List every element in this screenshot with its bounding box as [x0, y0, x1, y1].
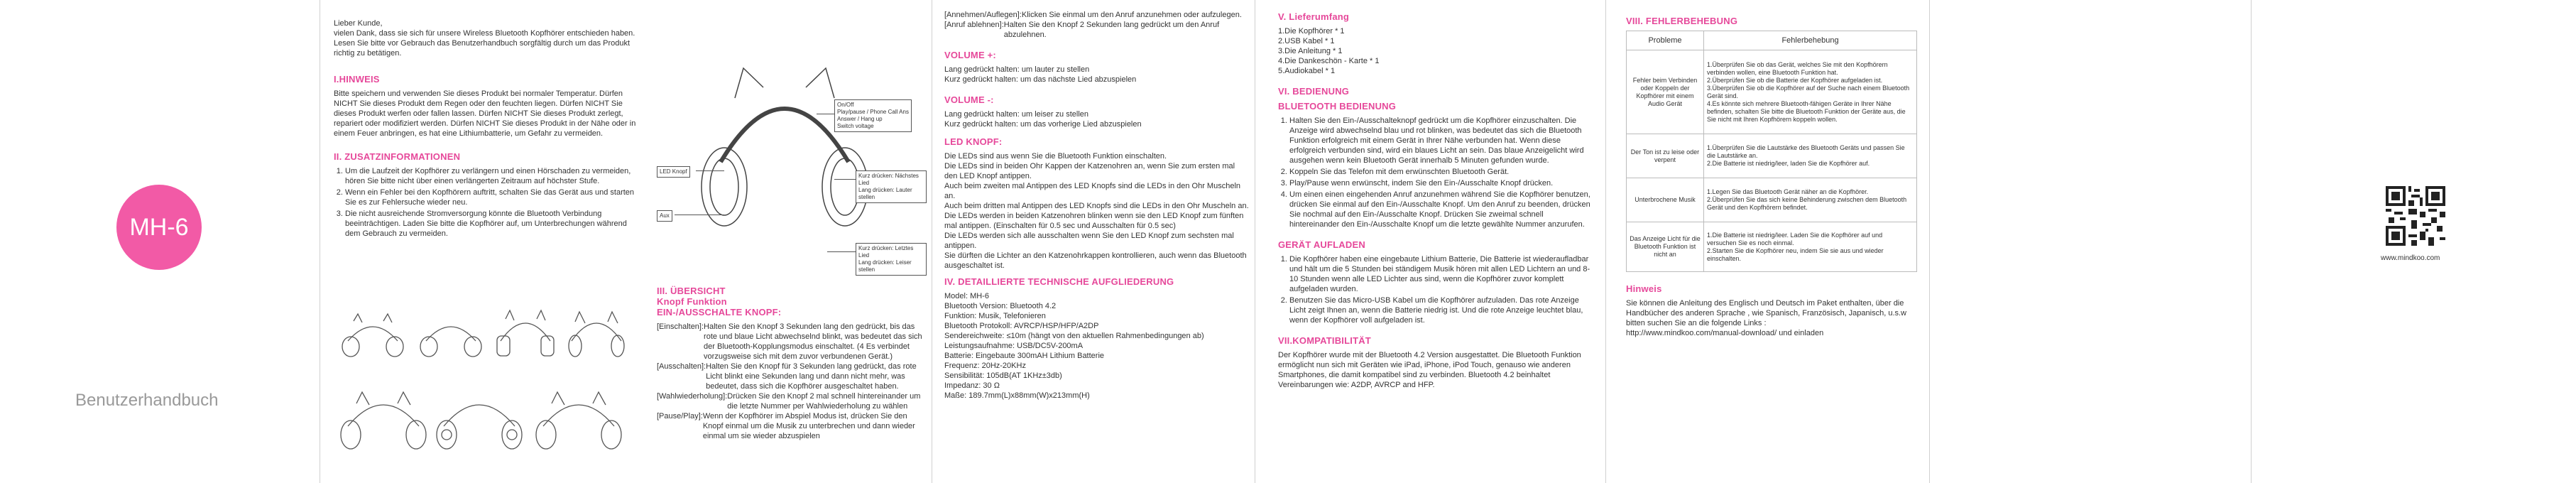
list-item: 4. Um einen einen eingehenden Anruf anzunehmen während Sie die Kopfhörer benutzen, drücken Sie einmal auf den Ein-/Ausschalte Knopf. Um den Anruf zu beenden, drücken Sie nochmal auf den Ein-/Ausschalte Knopf. Drücken Sie zweimal schnell hintereinander den Ein-/Ausschalte Knopf um die letzte gewählte Nummer anzurufen. — [1289, 190, 1590, 229]
table-header: Fehlerbehebung — [1704, 31, 1917, 50]
call-row — [944, 20, 1250, 40]
spec-line: Impedanz: 30 Ω — [944, 381, 1000, 390]
headphone-diagram — [699, 55, 870, 261]
list-item: 1. Die Kopfhörer haben eine eingebaute Lithium Batterie, Die Batterie ist wiederaufladbar und hält um die 5 Stunden bei ständigem Musik hören mit allen LED Lichtern an und 8-10 Stunden wenn alle LED Lichter aus sind, wenn die Kopfhörer zuvor komplett aufgeladen wurden. — [1289, 254, 1590, 294]
ein-row — [657, 362, 923, 391]
spec-line: Bluetooth Version: Bluetooth 4.2 — [944, 302, 1057, 310]
row-key: [Pause/Play]: — [657, 412, 703, 420]
aux-label: Aux — [657, 210, 672, 222]
headphone-icon — [342, 314, 403, 357]
kompat-heading: VII.KOMPATIBILITÄT — [1278, 335, 1371, 346]
fix-cell: 1.Die Batterie ist niedrig/leer. Laden Sie die Kopfhörer auf und versuchen Sie es noch einmal. 2.Starten Sie die Kopfhörer neu, indem Sie sie aus und wieder einschalten. — [1704, 222, 1917, 272]
hinweis-heading: I.HINWEIS — [334, 74, 380, 85]
fehler-heading: VIII. FEHLERBEHEBUNG — [1626, 16, 1738, 26]
row-key: [Anruf ablehnen]: — [944, 21, 1004, 29]
led-text: Die LEDs sind aus wenn Sie die Bluetooth Funktion einschalten. Die LEDs sind in beiden Ohr Kappen der Katzenohren an, wenn Sie zum ersten mal den LED Knopf antippen. Auch beim zweiten mal Antippen des LED Knopfs sind die LEDs in den Ohr Muscheln an. Auch beim dritten mal Antippen des LED Knopfs sind die LEDs in den Ohr Muscheln an. Die LEDs werden in beiden Katzenohren blinken wenn sie den LED Knopf zum fünften mal antippen. (Einschalten für 0.5 sec und Ausschalten für 0.5 sec) Die LEDs werden sich alle ausschalten wenn Sie den LED Knopf zum sechsten mal antippen. Sie dürften die Lichter an den Katzenohrkappen kontrollieren, auch wenn das Bluetooth ausgeschaltet ist. — [944, 152, 1249, 270]
list-item: 5.Audiokabel * 1 — [1278, 67, 1336, 75]
problem-cell: Unterbrochene Musik — [1627, 178, 1704, 222]
list-item: 2. Koppeln Sie das Telefon mit dem erwünschten Bluetooth Gerät. — [1289, 167, 1590, 177]
list-item: 3.Die Anleitung * 1 — [1278, 47, 1343, 55]
qr-code-icon — [2386, 186, 2445, 246]
list-item: 3. Die nicht ausreichende Stromversorgung könnte die Bluetooth Verbindung beeinträchtigen. Laden Sie bitte die Kopfhörer auf, um Unterbrechungen während dem Gebrauch zu vermeiden. — [345, 209, 639, 239]
spec-list — [944, 291, 1250, 401]
row-value: Halten Sie den Knopf für 3 Sekunden lang gedrückt, das rote Licht blinkt eine Sekunden lang und dann nicht mehr, was bedeutet, dass sich die Kopfhörer ausgeschaltet haben. — [706, 362, 917, 391]
call-row — [944, 10, 1250, 20]
zusatz-list — [334, 166, 639, 239]
list-item: 1. Um die Laufzeit der Kopfhörer zu verlängern und einen Hörschaden zu vermeiden, hören Sie bitte nicht über einen verlängerten Zeitraum auf höchster Stufe. — [345, 166, 639, 186]
trouble-table — [1626, 31, 1917, 272]
table-row — [1627, 222, 1917, 272]
headphone-icon — [569, 312, 624, 357]
problem-cell: Fehler beim Verbinden oder Koppeln der Kopfhörer mit einem Audio Gerät — [1627, 50, 1704, 134]
intro-text: Lieber Kunde, vielen Dank, dass sie sich für unsere Wireless Bluetooth Kopfhörer entschieden haben. Lesen Sie bitte vor Gebrauch das Benutzerhandbuch sorgfältig durch um das Produkt richtig zu betätigen. — [334, 19, 635, 58]
uebersicht-heading: III. ÜBERSICHT — [657, 286, 726, 296]
problem-cell: Der Ton ist zu leise oder verpent — [1627, 134, 1704, 178]
vol-minus-heading: VOLUME -: — [944, 94, 994, 105]
lieferumfang-heading: V. Lieferumfang — [1278, 11, 1350, 22]
model-badge: MH-6 — [116, 185, 202, 270]
table-row — [1627, 178, 1917, 222]
geraet-list — [1278, 254, 1590, 325]
prev-label: Kurz drücken: Letztes Lied Lang drücken: Leiser stellen — [856, 243, 927, 276]
row-key: [Wahlwiederholung]: — [657, 392, 728, 401]
ein-row — [657, 322, 923, 362]
fix-cell: 1.Legen Sie das Bluetooth Gerät näher an die Kopfhörer. 2.Überprüfen Sie das sich keine Behinderung zwischen dem Bluetooth Gerät und den Kopfhörern befindet. — [1704, 178, 1917, 222]
vol-plus-text: Lang gedrückt halten: um lauter zu stellen Kurz gedrückt halten: um das nächste Lied abzuspielen — [944, 65, 1137, 84]
table-row — [1627, 50, 1917, 134]
row-value: Halten Sie den Knopf 3 Sekunden lang den gedrückt, bis das rote und blaue Licht abwechselnd blinkt, was bedeutet das sich der Bluetooth-Kopplungsmodus einschaltet. (4 Es verbindet vorzugsweise sich mit dem zuvor verbundenen Gerät.) — [704, 322, 922, 361]
row-value: Klicken Sie einmal um den Anruf anzunehmen oder aufzulegen. — [1021, 11, 1242, 19]
list-item: 1. Halten Sie den Ein-/Ausschalteknopf gedrückt um die Kopfhörer einzuschalten. Die Anzeige wird abwechselnd blau und rot blinken, was bedeutet das sich die Bluetooth Funktion erfolgreich mit einem Gerät in Ihrer Nähe verbunden hat. Wenn diese erfolgreich verbunden sind, wird ein blaues Licht an sein. Das blaue Anzeigelicht wird ausgehen wenn kein Bluetooth Gerät innerhalb 5 Minuten gefunden wurde. — [1289, 116, 1590, 165]
onoff-label: On/Off Play/pause / Phone Call Ans Answer / Hang up Switch voltage — [834, 99, 912, 132]
overview-text — [657, 286, 923, 441]
leader-line — [834, 179, 856, 180]
fold-line — [1605, 0, 1606, 483]
hinweis2-heading: Hinweis — [1626, 283, 1662, 294]
row-value: Wenn der Kopfhörer im Abspiel Modus ist, drücken Sie den Knopf einmal um die Musik zu unterbrechen und dann wieder einmal um sie wieder abzuspielen — [702, 412, 915, 440]
table-row — [1627, 134, 1917, 178]
led-knopf-label: LED Knopf — [657, 166, 690, 178]
ein-row — [657, 391, 923, 411]
spec-line: Leistungsaufnahme: USB/DC5V-200mA — [944, 342, 1084, 350]
kompat-text: Der Kopfhörer wurde mit der Bluetooth 4.2 Version ausgestattet. Die Bluetooth Funktion ermöglicht nun sich mit Geräten wie iPad, iPhone, iPod Touch, genauso wie anderen Smartphones, die damit kompatibel sind zu verbinden. Bluetooth 4.2 beinhaltet Vereinbarungen wie: A2DP, AVRCP and HFP. — [1278, 351, 1581, 389]
headphone-icon — [341, 392, 426, 449]
headphone-icon — [420, 327, 481, 357]
row-key: [Ausschalten]: — [657, 362, 706, 371]
row-value: Drücken Sie den Knopf 2 mal schnell hintereinander um die letzte Nummer per Wahlwiederholung zu wählen — [727, 392, 921, 411]
table-header-row — [1627, 31, 1917, 50]
panel-troubleshooting — [1626, 0, 1917, 483]
list-item: 2.USB Kabel * 1 — [1278, 37, 1335, 45]
zusatz-heading: II. ZUSATZINFORMATIONEN — [334, 151, 461, 162]
row-key: [Einschalten]: — [657, 322, 704, 331]
spec-heading: IV. DETAILLIERTE TECHNISCHE AUFGLIEDERUNG — [944, 276, 1174, 287]
bt-heading: BLUETOOTH BEDIENUNG — [1278, 101, 1397, 112]
hinweis2-text: Sie können die Anleitung des Englisch und Deutsch im Paket enthalten, über die Handbücher des anderen Sprache , wie Spanisch, Französisch, Japanisch, u.s.w bitten suchen Sie an die folgende Links : http://www.mindkoo.com/manual-download/ und einladen — [1626, 299, 1906, 337]
spec-line: Maße: 189.7mm(L)x88mm(W)x213mm(H) — [944, 391, 1090, 400]
spec-line: Bluetooth Protokoll: AVRCP/HSP/HFP/A2DP — [944, 322, 1099, 330]
headphone-icon — [497, 310, 554, 356]
spec-line: Sendereichweite: ≤10m (hängt von den aktuellen Rahmenbedingungen ab) — [944, 332, 1204, 340]
headphone-sketches — [334, 298, 632, 469]
list-item: 3. Play/Pause wenn erwünscht, indem Sie den Ein-/Ausschalte Knopf drücken. — [1289, 178, 1590, 188]
list-item: 2. Wenn ein Fehler bei den Kopfhörern auftritt, schalten Sie das Gerät aus und starten Sie es zur Fehlersuche wieder neu. — [345, 188, 639, 207]
spec-line: Batterie: Eingebaute 300mAH Lithium Batterie — [944, 352, 1105, 360]
volume-label: Kurz drücken: Nächstes Lied Lang drücken: Lauter stellen — [856, 170, 927, 203]
bt-list — [1278, 116, 1590, 229]
list-item: 1.Die Kopfhörer * 1 — [1278, 27, 1345, 36]
website-url: www.mindkoo.com — [2381, 254, 2440, 262]
headphone-icon — [437, 405, 522, 449]
panel-operation — [1278, 0, 1590, 483]
list-item: 4.Die Dankeschön - Karte * 1 — [1278, 57, 1380, 65]
fold-line — [2251, 0, 2252, 483]
leader-line — [696, 170, 724, 171]
row-key: [Annehmen/Auflegen]: — [944, 11, 1022, 19]
panel-controls — [944, 0, 1250, 483]
list-item: 2. Benutzen Sie das Micro-USB Kabel um die Kopfhörer aufzuladen. Das rote Anzeige Licht zeigt Ihnen an, wenn die Batterie niedrig ist. Und die rote Anzeige leuchtet blau, wenn der Kopfhörer voll aufgeladen ist. — [1289, 295, 1590, 325]
knopf-heading: Knopf Funktion — [657, 296, 727, 307]
problem-cell: Das Anzeige Licht für die Bluetooth Funktion ist nicht an — [1627, 222, 1704, 272]
manual-title: Benutzerhandbuch — [75, 391, 219, 410]
spec-line: Funktion: Musik, Telefonieren — [944, 312, 1046, 320]
table-header: Probleme — [1627, 31, 1704, 50]
vol-minus-text: Lang gedrückt halten: um leiser zu stellen Kurz gedrückt halten: um das vorherige Lied abzuspielen — [944, 110, 1142, 129]
panel-overview — [657, 0, 927, 483]
led-heading: LED KNOPF: — [944, 136, 1003, 147]
fix-cell: 1.Überprüfen Sie die Lautstärke des Bluetooth Geräts und passen Sie die Lautstärke an. 2.Die Batterie ist niedrig/leer, laden Sie die Kopfhörer auf. — [1704, 134, 1917, 178]
spec-line: Model: MH-6 — [944, 292, 989, 300]
geraet-heading: GERÄT AUFLADEN — [1278, 239, 1365, 250]
leader-line — [827, 251, 856, 252]
row-value: Halten Sie den Knopf 2 Sekunden lang gedrückt um den Anruf abzulehnen. — [1003, 21, 1220, 39]
spec-line: Frequenz: 20Hz-20KHz — [944, 362, 1026, 370]
panel-intro — [334, 0, 639, 483]
spec-line: Sensibilität: 105dB(AT 1KHz±3db) — [944, 371, 1062, 380]
bedienung-heading: VI. BEDIENUNG — [1278, 86, 1350, 97]
vol-plus-heading: VOLUME +: — [944, 50, 996, 60]
ein-row — [657, 411, 923, 441]
fix-cell: 1.Überprüfen Sie ob das Gerät, welches Sie mit den Kopfhörern verbinden wollen, eine Bluetooth Funktion hat. 2.Überprüfen Sie ob die Batterie der Kopfhörer aufgeladen ist. 3.Überprüfen Sie ob die Kopfhörer auf der Suche nach einem Bluetooth Gerät sind. 4.Es könnte sich mehrere Bluetooth-fähigen Geräte in Ihrer Nähe befinden, schalten Sie bitte die Bluetooth Funktion der Geräte aus, die Sie nicht mit Ihren Kopfhörern koppeln wollen. — [1704, 50, 1917, 134]
ein-heading: EIN-/AUSSCHALTE KNOPF: — [657, 307, 782, 318]
headphone-icon — [536, 392, 621, 449]
fold-line — [1929, 0, 1930, 483]
hinweis-text: Bitte speichern und verwenden Sie dieses Produkt bei normaler Temperatur. Dürfen NICHT Sie dieses Produkt dem Regen oder den feuchten liegen. Dürfen NICHT Sie dieses Produkt werfen oder fallen lassen. Dürfen NICHT Sie dieses Produkt zerlegt, repariert oder modifiziert werden. Dürfen NICHT Sie dieses Produkt in der Nähe oder in einem Feuer anbringen, es hat eine Lithiumbatterie, um Gefahr zu vermeiden. — [334, 89, 636, 138]
